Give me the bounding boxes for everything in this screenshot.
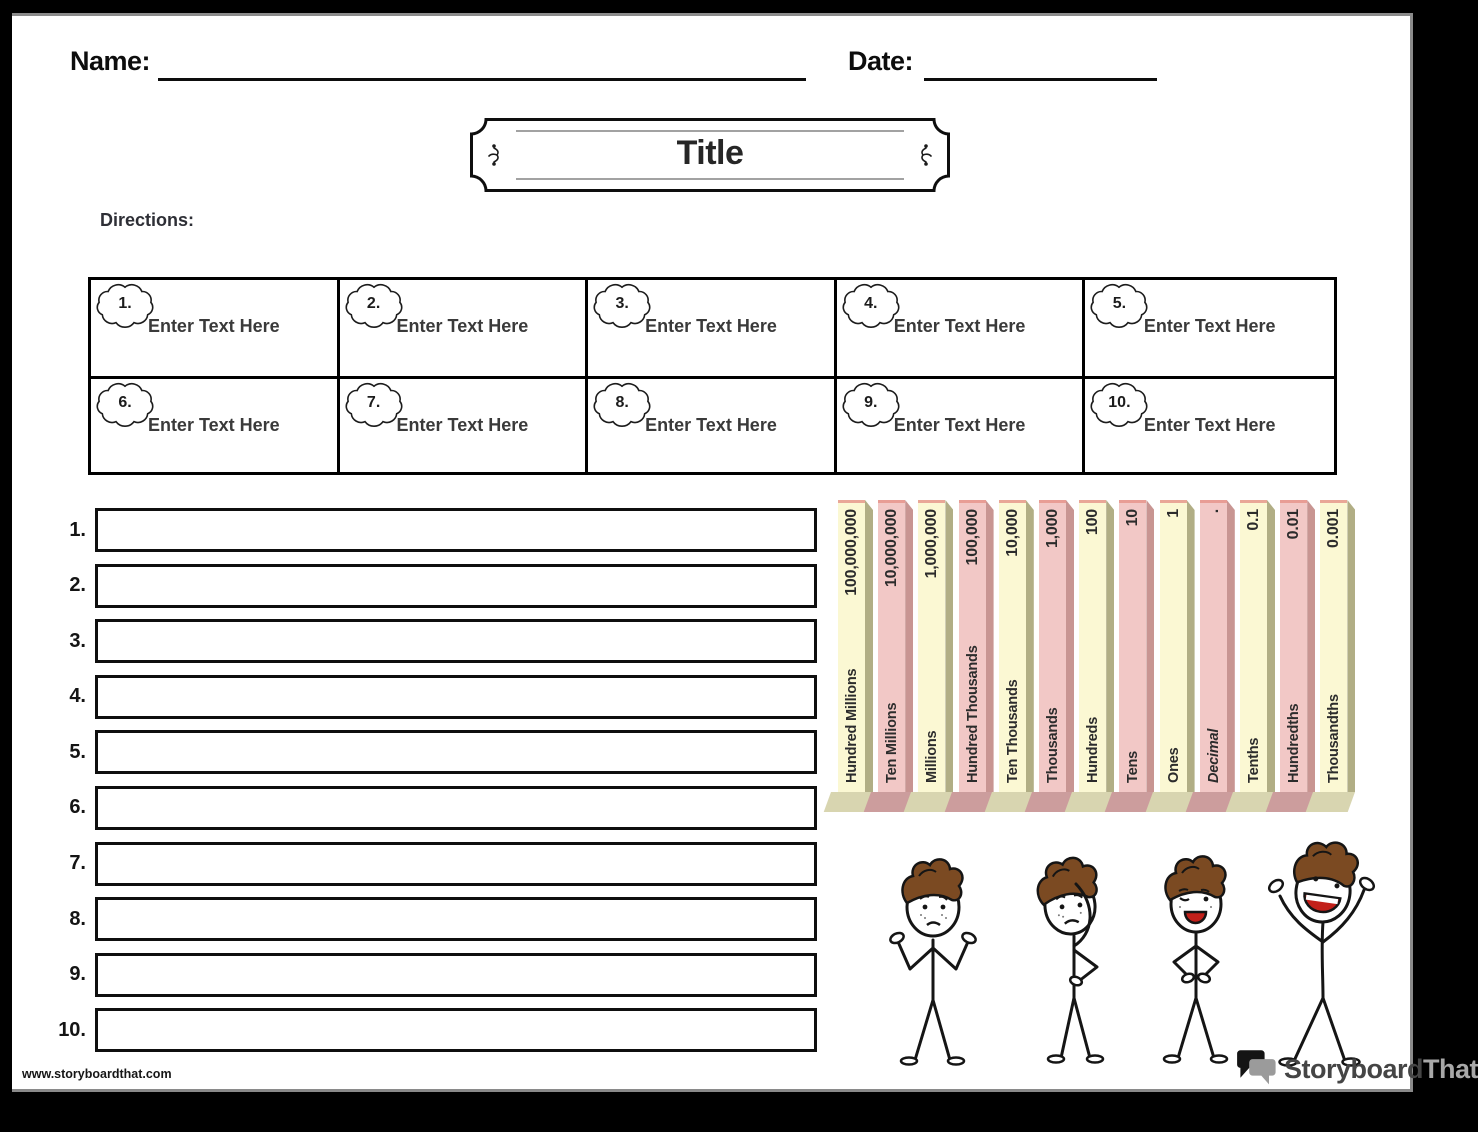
worksheet-page (12, 13, 1478, 1092)
cell-placeholder-text[interactable]: Enter Text Here (893, 415, 1026, 435)
place-value-number: 10 (1123, 509, 1141, 527)
bar-3d-side (1307, 500, 1315, 792)
answer-row (50, 1008, 817, 1052)
place-value-bar (1119, 500, 1146, 792)
answer-number: 9. (69, 963, 86, 986)
answer-box[interactable] (95, 730, 817, 774)
bar-label (1200, 500, 1227, 792)
text-box-cell[interactable] (837, 280, 1086, 376)
name-label: Name: (70, 46, 151, 76)
place-value-bar (1240, 500, 1267, 792)
answer-number: 1. (69, 518, 86, 541)
bar-label (1039, 500, 1066, 792)
place-value-number: 100,000,000 (842, 509, 860, 596)
place-value-name: Millions (923, 730, 940, 783)
title-banner (470, 118, 950, 192)
place-value-name: Hundred Millions (843, 668, 860, 783)
bar-label (1240, 500, 1267, 792)
place-value-bar (918, 500, 945, 792)
cell-placeholder-text[interactable]: Enter Text Here (1143, 316, 1276, 336)
logo-text-storyboard: Storyboard (1284, 1053, 1424, 1084)
text-box-cell[interactable] (91, 376, 340, 472)
cell-number: 4. (864, 295, 878, 312)
bar-3d-foot (1306, 792, 1355, 812)
answer-number: 4. (69, 685, 86, 708)
place-value-name: Ten Thousands (1004, 679, 1021, 783)
cell-placeholder-text[interactable]: Enter Text Here (645, 415, 777, 435)
answer-number: 7. (69, 852, 86, 875)
text-box-cell[interactable] (91, 280, 340, 376)
answer-row (50, 953, 817, 997)
speech-bubbles-icon (1236, 1049, 1280, 1089)
answer-row (50, 730, 817, 774)
place-value-bar (1039, 500, 1066, 792)
answer-box[interactable] (95, 675, 817, 719)
bar-label (999, 500, 1026, 792)
storyboardthat-logo (1236, 1049, 1478, 1089)
answer-number: 2. (69, 574, 86, 597)
bar-3d-side (905, 500, 913, 792)
text-box-cell[interactable] (1085, 280, 1334, 376)
place-value-number: 100,000 (963, 509, 981, 566)
cell-placeholder-text[interactable]: Enter Text Here (147, 316, 280, 336)
answer-number: 5. (69, 740, 86, 763)
cell-placeholder-text[interactable]: Enter Text Here (147, 415, 280, 435)
answer-row (50, 508, 817, 552)
answer-number: 3. (69, 629, 86, 652)
cell-number: 8. (615, 394, 629, 411)
place-value-bar (1079, 500, 1106, 792)
bar-3d-side (986, 500, 994, 792)
answer-row (50, 786, 817, 830)
text-box-cell[interactable] (340, 376, 589, 472)
page-title[interactable]: Title (676, 134, 744, 172)
bar-label (1079, 500, 1106, 792)
place-value-name: Tenths (1245, 737, 1262, 783)
place-value-number: 0.01 (1284, 509, 1302, 540)
place-value-bar (959, 500, 986, 792)
cell-number: 2. (366, 295, 381, 312)
cell-placeholder-text[interactable]: Enter Text Here (893, 316, 1026, 336)
place-value-number: 0.1 (1244, 509, 1262, 531)
bar-label (1160, 500, 1187, 792)
place-value-bar (1280, 500, 1307, 792)
answer-box[interactable] (95, 897, 817, 941)
bar-3d-side (945, 500, 953, 792)
answer-row (50, 564, 817, 608)
cell-number: 9. (864, 394, 878, 411)
place-value-name: Thousandths (1325, 694, 1342, 783)
bar-label (1320, 500, 1347, 792)
bar-label (1119, 500, 1146, 792)
bar-3d-side (865, 500, 873, 792)
place-value-name: Ten Millions (883, 702, 900, 783)
bar-3d-side (1187, 500, 1195, 792)
answer-rows (50, 508, 817, 1064)
text-box-cell[interactable] (588, 280, 837, 376)
directions-label: Directions: (100, 210, 195, 230)
cell-placeholder-text[interactable]: Enter Text Here (645, 316, 777, 336)
logo-text-that: That (1423, 1053, 1478, 1084)
answer-box[interactable] (95, 786, 817, 830)
cell-placeholder-text[interactable]: Enter Text Here (1143, 415, 1276, 435)
text-box-cell[interactable] (588, 376, 837, 472)
stick-figure-celebrating (1228, 834, 1408, 1066)
place-value-number: 10,000 (1003, 509, 1021, 557)
bar-label (959, 500, 986, 792)
answer-box[interactable] (95, 1008, 817, 1052)
answer-row (50, 619, 817, 663)
place-value-name: Hundredths (1285, 703, 1302, 783)
place-value-number: 0.001 (1324, 509, 1342, 549)
place-value-name: Thousands (1044, 707, 1061, 783)
stick-figure-confused-shrug (858, 850, 1008, 1065)
text-box-grid (88, 277, 1337, 475)
place-value-bar (999, 500, 1026, 792)
place-value-bar (838, 500, 865, 792)
place-value-bar (1200, 500, 1227, 792)
place-value-bar (1320, 500, 1347, 792)
place-value-name: Decimal (1205, 728, 1222, 783)
date-underline (924, 78, 1157, 81)
date-label: Date: (848, 46, 914, 76)
answer-number: 6. (69, 796, 86, 819)
bar-3d-side (1267, 500, 1275, 792)
place-value-name: Tens (1124, 751, 1141, 783)
bar-label (838, 500, 865, 792)
answer-row (50, 675, 817, 719)
bar-3d-side (1106, 500, 1114, 792)
place-value-number: 1,000,000 (922, 509, 940, 579)
answer-row (50, 897, 817, 941)
bar-3d-side (1146, 500, 1154, 792)
cell-number: 5. (1112, 295, 1127, 312)
answer-box[interactable] (95, 619, 817, 663)
place-value-name: Ones (1165, 747, 1182, 783)
answer-number: 8. (69, 907, 86, 930)
place-value-bar (878, 500, 905, 792)
place-value-name: Hundred Thousands (964, 645, 981, 783)
bar-label (1280, 500, 1307, 792)
bar-label (878, 500, 905, 792)
bar-3d-side (1066, 500, 1074, 792)
answer-box[interactable] (95, 842, 817, 886)
cell-number: 1. (118, 295, 132, 312)
cell-number: 10. (1108, 394, 1131, 411)
cell-number: 3. (615, 295, 629, 312)
answer-box[interactable] (95, 564, 817, 608)
place-value-number: 10,000,000 (882, 509, 900, 588)
cell-placeholder-text[interactable]: Enter Text Here (396, 316, 529, 336)
name-underline (158, 78, 806, 81)
place-value-bar (1160, 500, 1187, 792)
answer-box[interactable] (95, 953, 817, 997)
bar-label (918, 500, 945, 792)
text-box-cell[interactable] (340, 280, 589, 376)
place-value-number: 1 (1164, 509, 1182, 518)
bar-3d-side (1026, 500, 1034, 792)
text-box-cell[interactable] (1085, 376, 1334, 472)
place-value-number: 100 (1083, 509, 1101, 536)
cell-placeholder-text[interactable]: Enter Text Here (396, 415, 529, 435)
place-value-number: 1,000 (1043, 509, 1061, 549)
answer-number: 10. (58, 1018, 86, 1041)
website-url: www.storyboardthat.com (22, 1067, 172, 1081)
cell-number: 7. (366, 394, 381, 411)
cell-number: 6. (118, 394, 132, 411)
text-box-cell[interactable] (837, 376, 1086, 472)
place-value-number: . (1204, 509, 1222, 514)
place-value-chart (838, 500, 1378, 815)
place-value-name: Hundreds (1084, 716, 1101, 783)
bar-3d-side (1347, 500, 1355, 792)
answer-box[interactable] (95, 508, 817, 552)
bar-3d-side (1227, 500, 1235, 792)
answer-row (50, 842, 817, 886)
